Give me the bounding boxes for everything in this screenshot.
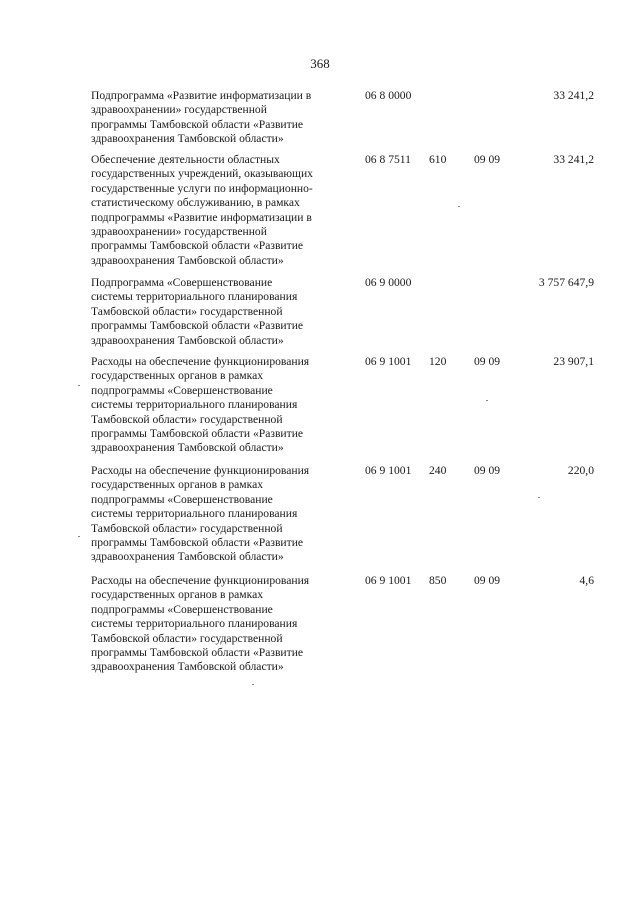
row-expense-type: 120 [429, 355, 447, 368]
row-description: Обеспечение деятельности областных государственных учреждений, оказывающих государственные услуги по информационно- статистическому обслуживанию, в рамках подпрограммы «Развитие информатизации в здравоохранении» государственной программы Тамбовской области «Развитие здравоохранения Тамбовской области» [91, 153, 313, 267]
row-expense-type: 240 [429, 464, 447, 477]
scan-speck [538, 497, 540, 498]
row-section-code: 09 09 [474, 574, 501, 587]
row-amount: 3 757 647,9 [538, 276, 594, 289]
row-target-code: 06 9 1001 [365, 464, 412, 477]
row-description: Подпрограмма «Совершенствование системы территориального планирования Тамбовской области» государственной программы Тамбовской области «Развитие здравоохранения Тамбовской области» [91, 276, 304, 347]
scan-speck [458, 206, 460, 207]
row-amount: 4,6 [579, 574, 594, 587]
row-target-code: 06 8 0000 [365, 89, 412, 102]
row-section-code: 09 09 [474, 355, 501, 368]
page-number: 368 [310, 56, 330, 71]
row-target-code: 06 9 1001 [365, 355, 412, 368]
row-expense-type: 610 [429, 153, 447, 166]
scan-speck [78, 536, 80, 537]
row-section-code: 09 09 [474, 153, 501, 166]
row-expense-type: 850 [429, 574, 447, 587]
scan-speck [78, 385, 80, 386]
row-amount: 33 241,2 [553, 153, 594, 166]
row-description: Расходы на обеспечение функционирования государственных органов в рамках подпрограммы «Совершенствование системы территориального планирования Тамбовской области» государственной программы Тамбовской области «Развитие здравоохранения Тамбовской области» [91, 574, 310, 674]
scan-speck [252, 684, 254, 685]
row-description: Расходы на обеспечение функционирования государственных органов в рамках подпрограммы «Совершенствование системы территориального планирования Тамбовской области» государственной программы Тамбовской области «Развитие здравоохранения Тамбовской области» [91, 464, 310, 564]
row-target-code: 06 9 0000 [365, 276, 412, 289]
row-target-code: 06 8 7511 [365, 153, 411, 166]
scan-speck [486, 400, 488, 401]
row-amount: 33 241,2 [553, 89, 594, 102]
row-amount: 23 907,1 [553, 355, 594, 368]
row-target-code: 06 9 1001 [365, 574, 412, 587]
row-description: Подпрограмма «Развитие информатизации в здравоохранении» государственной программы Тамбовской области «Развитие здравоохранения Тамбовской области» [91, 89, 312, 146]
row-section-code: 09 09 [474, 464, 501, 477]
row-amount: 220,0 [567, 464, 594, 477]
row-description: Расходы на обеспечение функционирования государственных органов в рамках подпрограммы «Совершенствование системы территориального планирования Тамбовской области» государственной программы Тамбовской области «Развитие здравоохранения Тамбовской области» [91, 355, 310, 455]
